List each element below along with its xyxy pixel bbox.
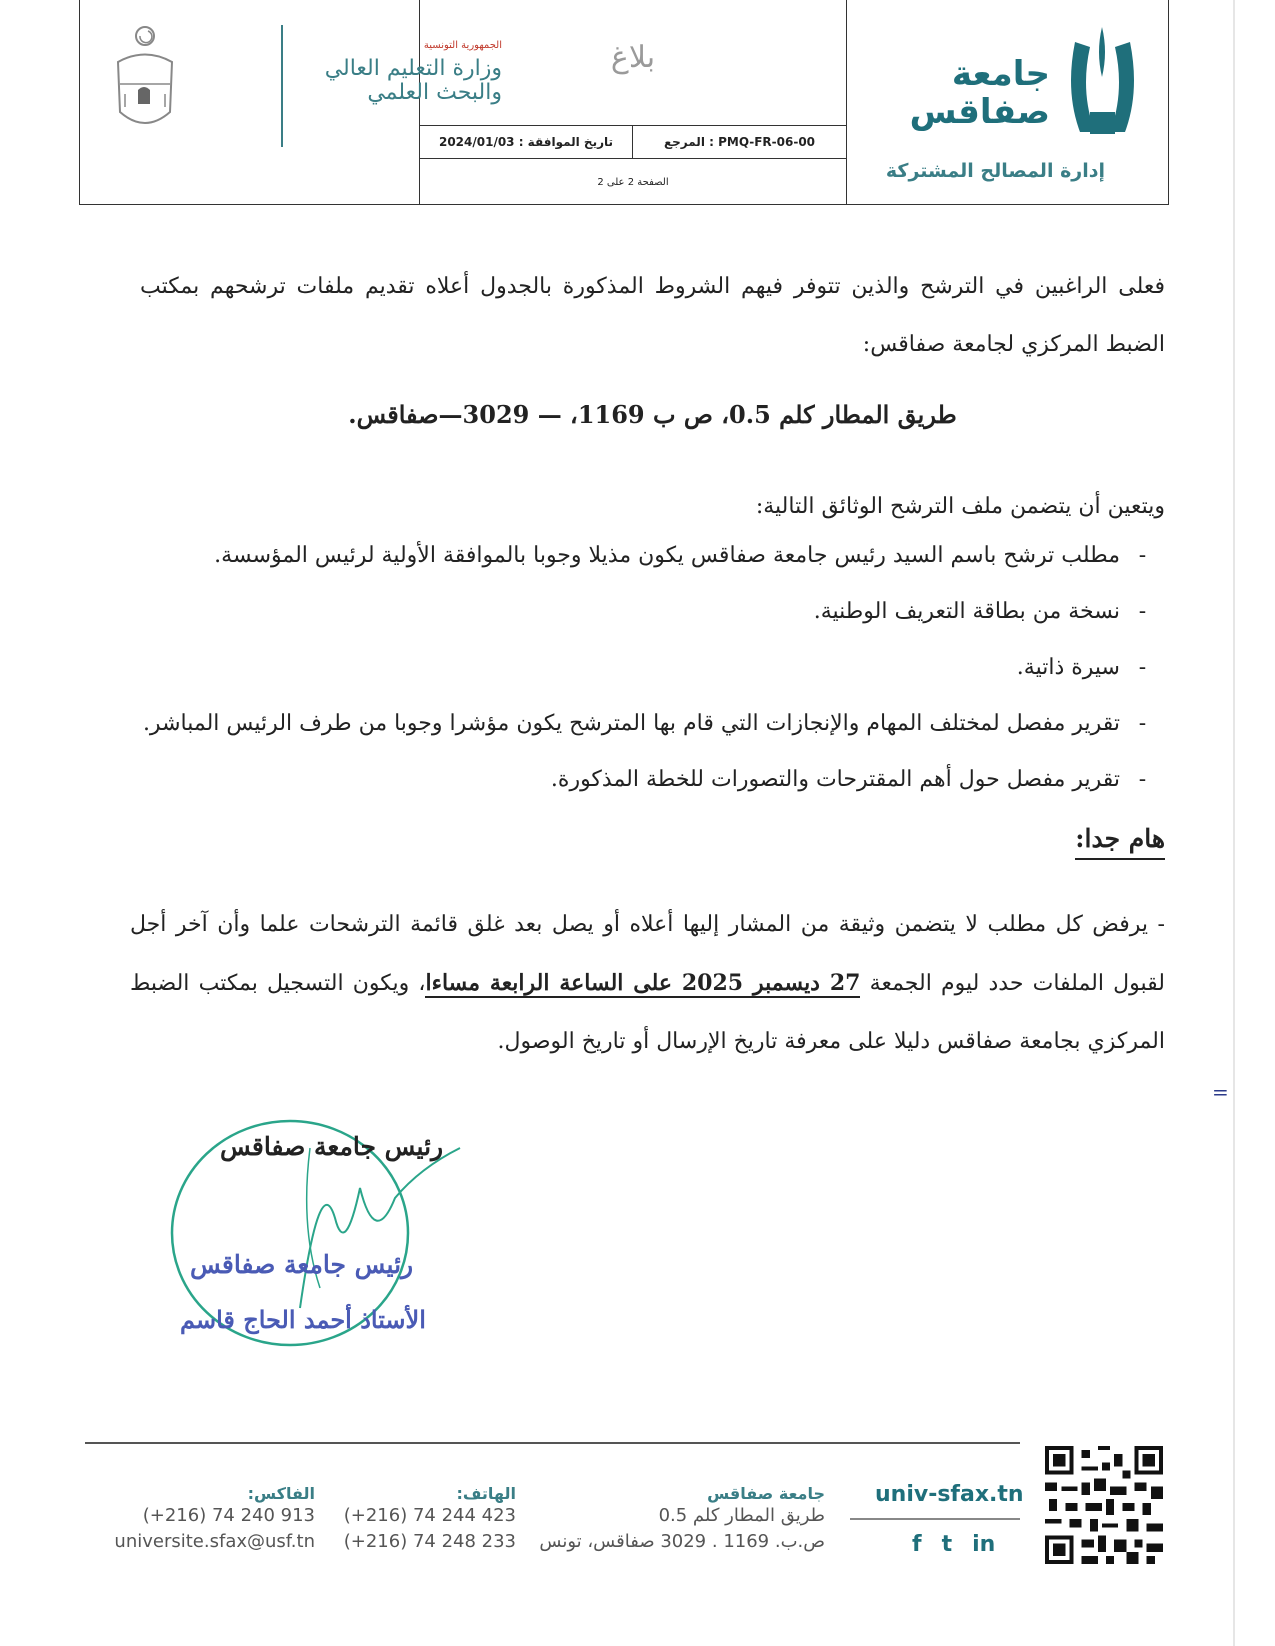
list-item: -سيرة ذاتية. bbox=[1016, 655, 1147, 680]
header-divider bbox=[281, 25, 283, 147]
footer-fax: الفاكس: (+216) 74 240 913 universite.sfax@usf.tn bbox=[80, 1484, 315, 1555]
ministry-line2: والبحث العلمي bbox=[367, 80, 502, 105]
website-underline bbox=[850, 1518, 1020, 1520]
social-links bbox=[912, 1532, 995, 1557]
twitter-icon[interactable]: t bbox=[941, 1532, 953, 1557]
notice-block bbox=[420, 0, 847, 204]
footer-divider bbox=[85, 1442, 1020, 1444]
intro-paragraph: فعلى الراغبين في الترشح والذين تتوفر فيهم الشروط المذكورة بالجدول أعلاه تقديم ملفات ترشحهم بمكتب الضبط المركزي لجامعة صفاقس: bbox=[140, 274, 1165, 357]
facebook-icon[interactable]: f bbox=[912, 1532, 922, 1557]
list-item: -تقرير مفصل حول أهم المقترحات والتصورات للخطة المذكورة. bbox=[550, 767, 1147, 792]
deadline-paragraph: - يرفض كل مطلب لا يتضمن وثيقة من المشار إليها أعلاه أو يصل بعد غلق قائمة الترشحات علما وأن آخر أجل لقبول الملفات حدد ليوم الجمعة 27 ديسمبر 2025 على الساعة الرابعة مساءا، ويكون التسجيل بمكتب الضبط المركزي بجامعة صفاقس دليلا على معرفة تاريخ الإرسال أو تاريخ الوصول. bbox=[130, 912, 1165, 1054]
important-heading: هام جدا: bbox=[1075, 820, 1165, 860]
footer-address: جامعة صفاقس طريق المطار كلم 0.5 ص.ب. 1169 . 3029 صفاقس، تونس bbox=[539, 1484, 825, 1552]
department-name: إدارة المصالح المشتركة bbox=[885, 160, 1105, 182]
footer-email[interactable]: universite.sfax@usf.tn bbox=[114, 1531, 315, 1552]
list-item: -مطلب ترشح باسم السيد رئيس جامعة صفاقس يكون مذيلا وجوبا بالموافقة الأولية لرئيس المؤسسة. bbox=[214, 543, 1147, 568]
list-item: -تقرير مفصل لمختلف المهام والإنجازات التي قام بها المترشح يكون مؤشرا وجوبا من طرف الرئيس المباشر. bbox=[142, 711, 1147, 736]
university-name: جامعة صفاقس bbox=[909, 54, 1050, 132]
reference-row bbox=[420, 125, 846, 158]
documents-intro: ويتعين أن يتضمن ملف الترشح الوثائق التالية: bbox=[755, 494, 1165, 519]
deadline-date: 27 ديسمبر 2025 على الساعة الرابعة مساءا bbox=[425, 970, 861, 996]
university-block bbox=[847, 0, 1170, 204]
stamp-name: الأستاذ أحمد الحاج قاسم bbox=[180, 1305, 426, 1334]
tunisia-emblem-icon bbox=[110, 22, 180, 142]
page-info: الصفحة 2 على 2 bbox=[420, 158, 846, 205]
address-line: طريق المطار كلم 0.5، ص ب 1169، — 3029—صفاقس. bbox=[348, 400, 957, 429]
documents-list bbox=[140, 528, 1165, 808]
document-header bbox=[79, 0, 1169, 205]
stamp-title: رئيس جامعة صفاقس bbox=[190, 1250, 414, 1279]
margin-mark: = bbox=[1212, 1080, 1229, 1104]
republic-label: الجمهورية التونسية bbox=[423, 40, 502, 51]
list-item: -نسخة من بطاقة التعريف الوطنية. bbox=[813, 599, 1147, 624]
qr-code-icon[interactable] bbox=[1045, 1446, 1163, 1564]
footer-phone: الهاتف: (+216) 74 244 423 (+216) 74 248 233 bbox=[343, 1484, 516, 1552]
signature-title: رئيس جامعة صفاقس bbox=[220, 1132, 444, 1161]
linkedin-icon[interactable]: in bbox=[972, 1532, 996, 1557]
website-link[interactable]: univ-sfax.tn bbox=[875, 1482, 1024, 1507]
notice-title: بلاغ bbox=[610, 40, 656, 75]
university-logo-icon bbox=[1060, 22, 1145, 142]
approval-date: تاريخ الموافقة : 2024/01/03 bbox=[438, 135, 614, 149]
reference-code: المرجع : PMQ-FR-06-00 bbox=[632, 126, 846, 158]
page-edge bbox=[1233, 0, 1235, 1646]
ministry-block bbox=[80, 0, 502, 204]
ministry-line1: وزارة التعليم العالي bbox=[324, 56, 502, 81]
